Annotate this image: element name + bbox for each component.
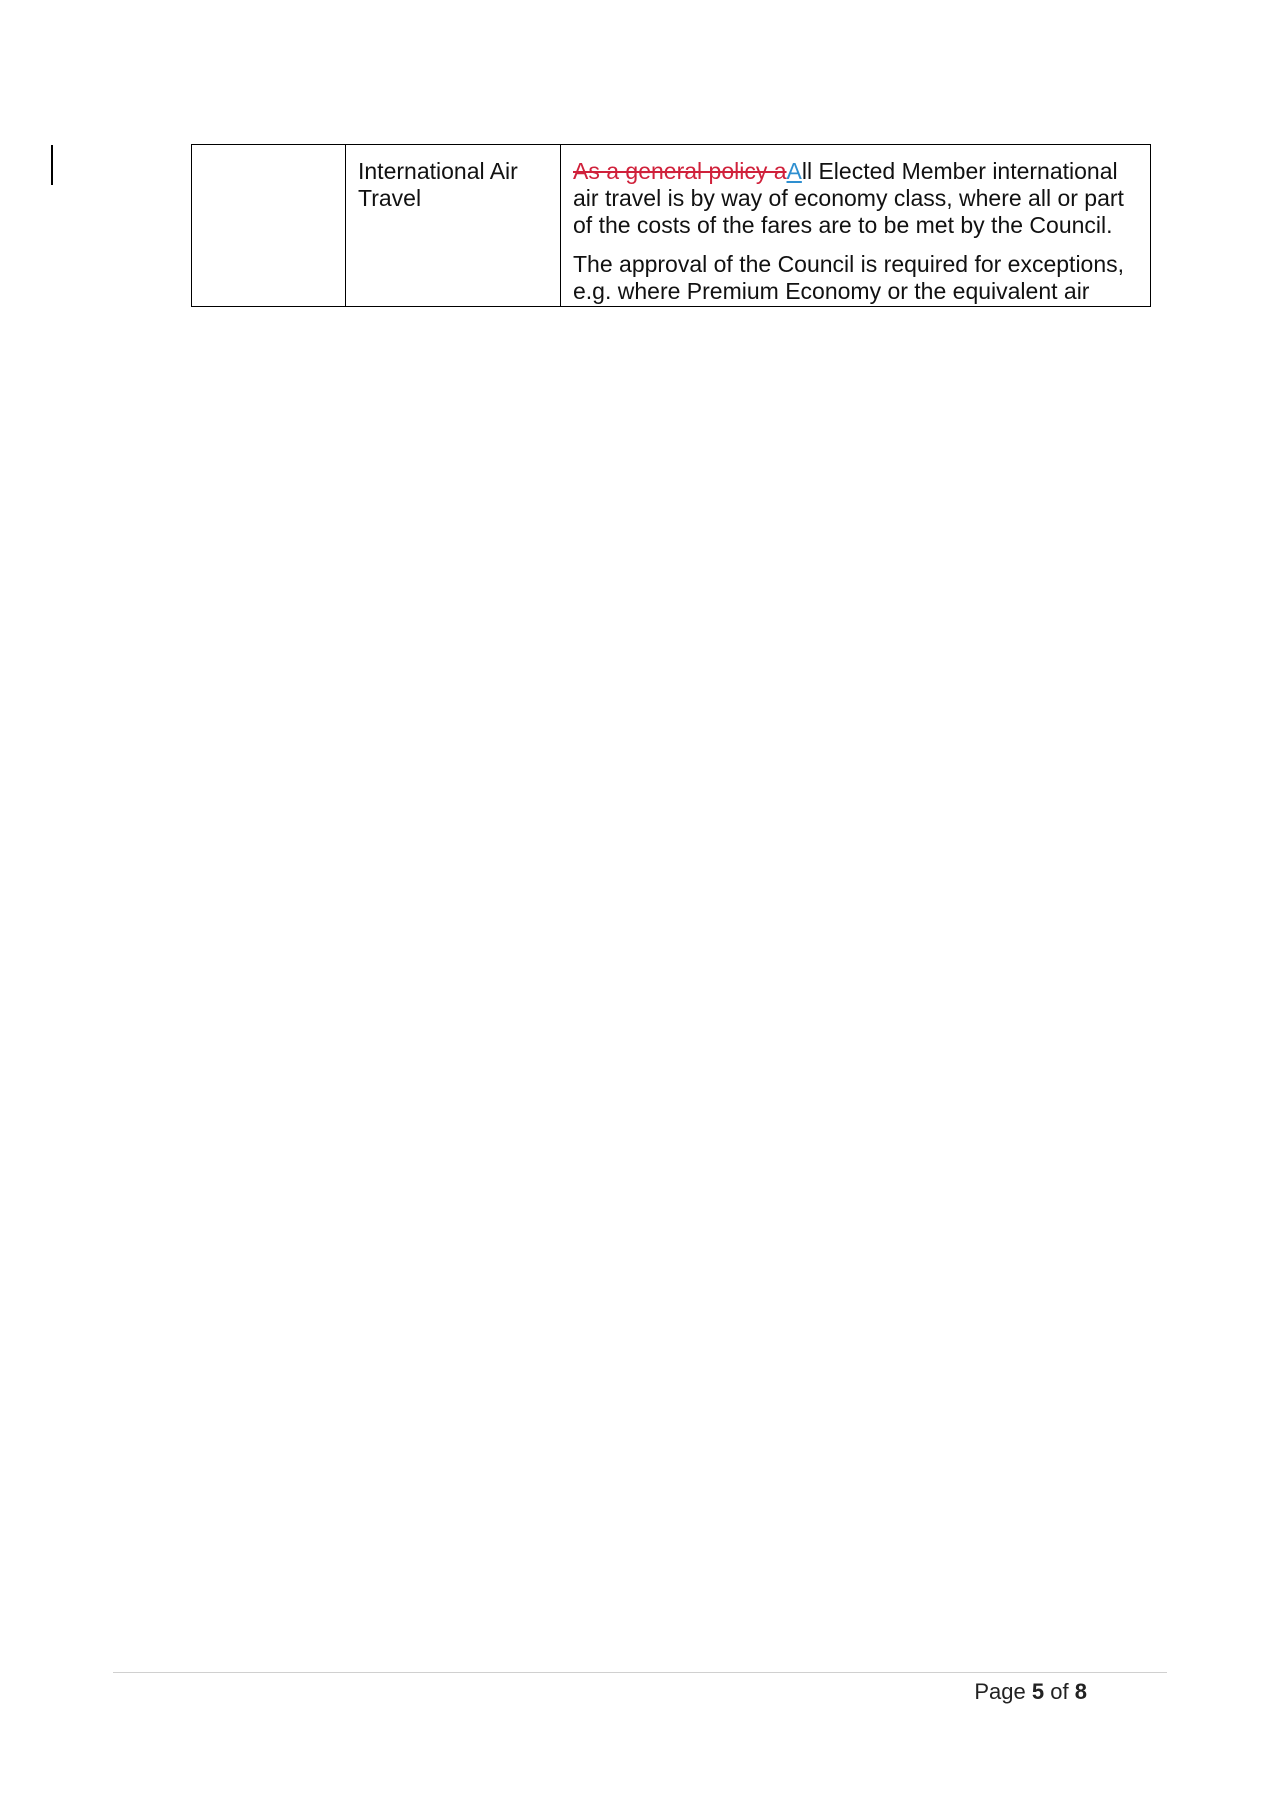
policy-table xyxy=(191,144,1151,307)
table-row xyxy=(192,145,1151,307)
policy-text: ll Elected Member international air travel is by way of economy class, where all or part of the costs of the fares are to be met by the Council. xyxy=(573,158,1124,238)
deleted-text: As a general policy a xyxy=(573,158,787,184)
page-number xyxy=(974,1678,1087,1706)
item-cell: International Air Travel xyxy=(346,145,561,307)
page-label: Page xyxy=(974,1679,1026,1704)
inserted-text: A xyxy=(786,158,802,184)
policy-cell xyxy=(561,145,1151,307)
total-pages: 8 xyxy=(1074,1679,1087,1704)
footer-divider xyxy=(113,1672,1167,1673)
revision-change-bar xyxy=(51,145,53,185)
current-page: 5 xyxy=(1031,1679,1045,1704)
category-cell xyxy=(192,145,346,307)
policy-paragraph-2: The approval of the Council is required for exceptions, e.g. where Premium Economy or the equivalent air xyxy=(573,251,1125,304)
of-label: of xyxy=(1050,1679,1069,1704)
policy-paragraph-1 xyxy=(573,158,1138,239)
